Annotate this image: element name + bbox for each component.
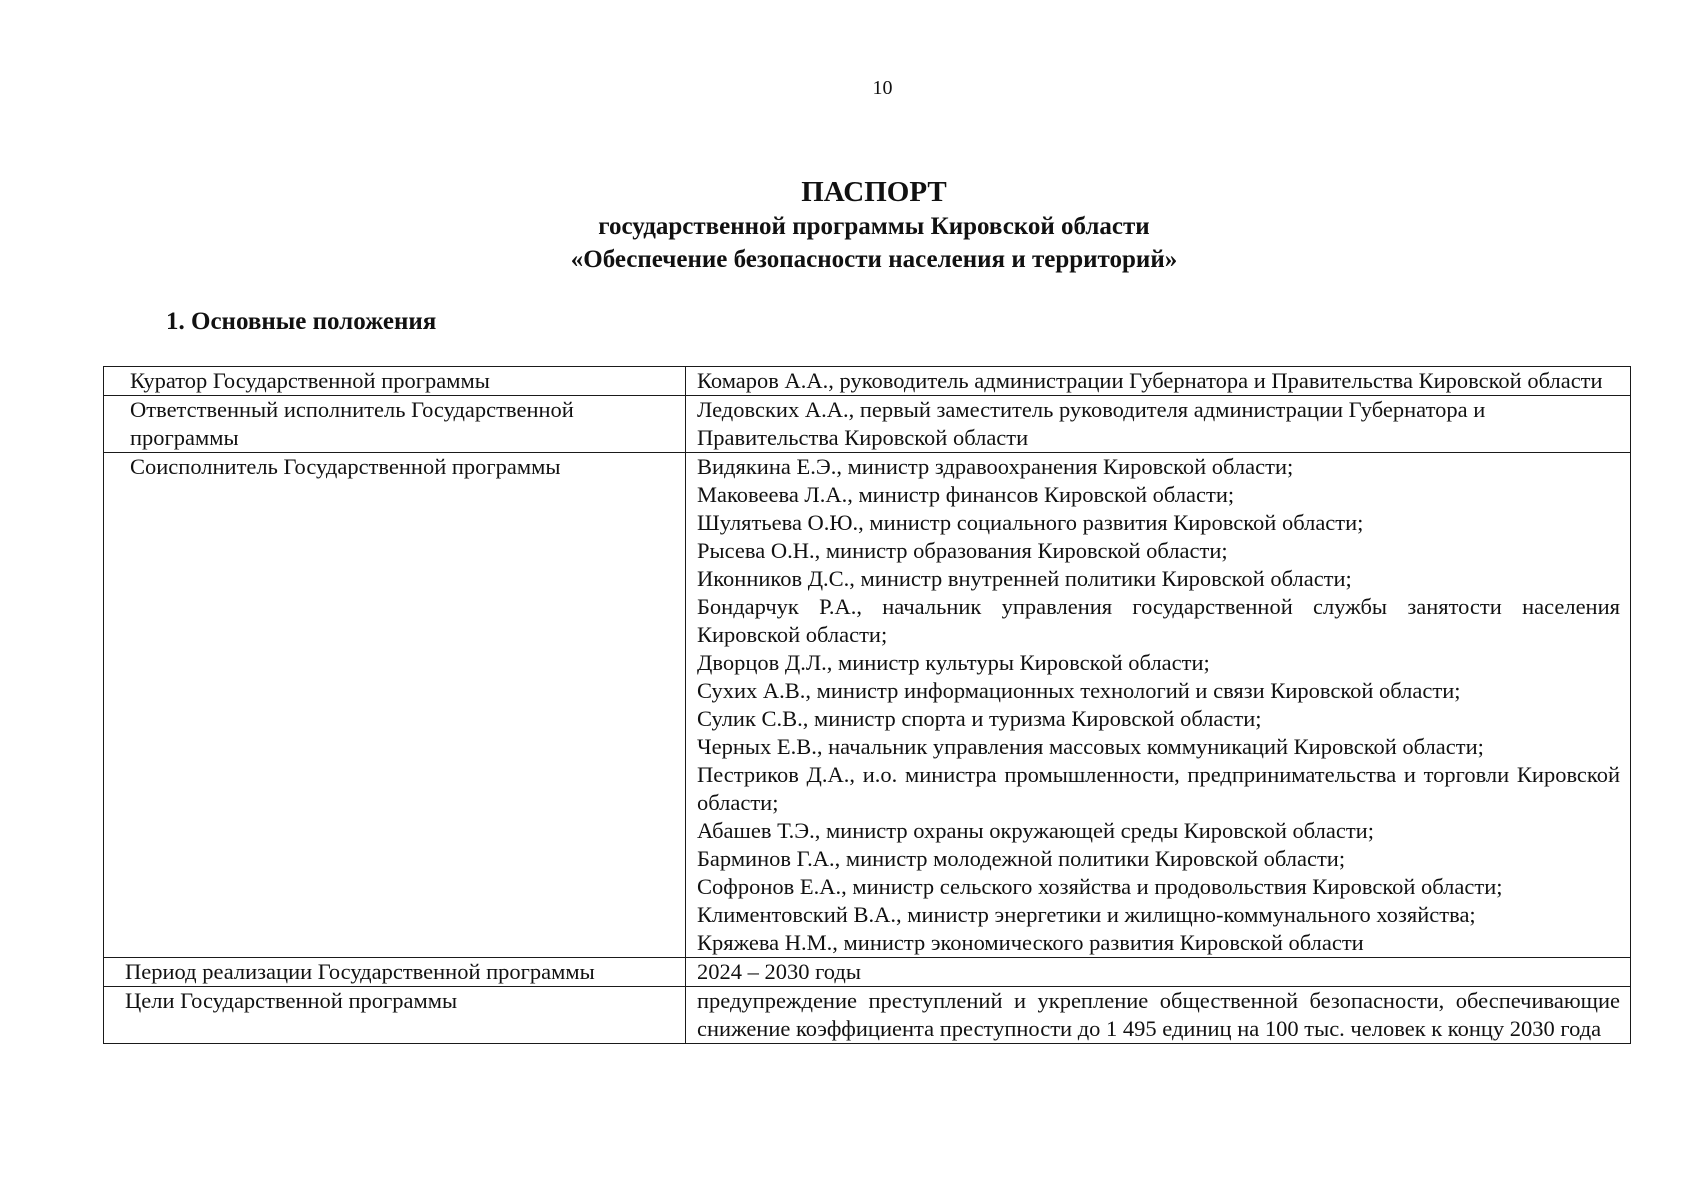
page-number: 10 — [872, 77, 893, 99]
section-heading: 1. Основные положения — [166, 308, 437, 335]
coexecutor-item: Абашев Т.Э., министр охраны окружающей среды Кировской области; — [697, 818, 1374, 843]
goals-value: предупреждение преступлений и укрепление общественной безопасности, обеспечивающие снижение коэффициента преступности до 1 495 единиц на 100 тыс. человек к концу 2030 года — [686, 987, 1631, 1044]
table-row-goals — [104, 987, 1631, 1044]
coexecutor-item: Климентовский В.А., министр энергетики и жилищно-коммунального хозяйства; — [697, 902, 1476, 927]
curator-label: Куратор Государственной программы — [104, 367, 686, 396]
document-title — [0, 174, 1703, 276]
coexecutor-item: Сулик С.В., министр спорта и туризма Кировской области; — [697, 706, 1262, 731]
coexecutor-item: Маковеева Л.А., министр финансов Кировской области; — [697, 482, 1235, 507]
passport-table — [103, 366, 1631, 1044]
curator-value: Комаров А.А., руководитель администрации Губернатора и Правительства Кировской области — [686, 367, 1631, 396]
coexecutor-item: Шулятьева О.Ю., министр социального развития Кировской области; — [697, 510, 1364, 535]
coexecutor-item: Софронов Е.А., министр сельского хозяйства и продовольствия Кировской области; — [697, 874, 1503, 899]
table-row-coexecutors — [104, 453, 1631, 958]
period-value: 2024 – 2030 годы — [686, 958, 1631, 987]
coexecutor-item: Рысева О.Н., министр образования Кировской области; — [697, 538, 1228, 563]
coexecutor-item: Видякина Е.Э., министр здравоохранения Кировской области; — [697, 454, 1294, 479]
coexecutor-item: Дворцов Д.Л., министр культуры Кировской области; — [697, 650, 1210, 675]
coexecutor-item: Иконников Д.С., министр внутренней политики Кировской области; — [697, 566, 1352, 591]
period-label: Период реализации Государственной программы — [104, 958, 686, 987]
coexecutors-label: Соисполнитель Государственной программы — [104, 453, 686, 958]
coexecutor-item: Бондарчук Р.А., начальник управления государственной службы занятости населения Кировской области; — [697, 594, 1620, 647]
coexecutor-item: Пестриков Д.А., и.о. министра промышленности, предпринимательства и торговли Кировской области; — [697, 762, 1620, 815]
title-main: ПАСПОРТ — [801, 176, 947, 208]
executor-value: Ледовских А.А., первый заместитель руководителя администрации Губернатора и Правительства Кировской области — [686, 396, 1631, 453]
table-row-executor — [104, 396, 1631, 453]
table-row-curator — [104, 367, 1631, 396]
title-program-type: государственной программы Кировской области — [598, 213, 1150, 240]
executor-label: Ответственный исполнитель Государственной программы — [104, 396, 686, 453]
title-program-name: «Обеспечение безопасности населения и территорий» — [570, 246, 1178, 273]
coexecutor-item: Сухих А.В., министр информационных технологий и связи Кировской области; — [697, 678, 1461, 703]
coexecutor-item: Кряжева Н.М., министр экономического развития Кировской области — [697, 930, 1364, 955]
coexecutor-item: Черных Е.В., начальник управления массовых коммуникаций Кировской области; — [697, 734, 1484, 759]
coexecutors-value — [686, 453, 1631, 958]
table-row-period — [104, 958, 1631, 987]
coexecutor-item: Барминов Г.А., министр молодежной политики Кировской области; — [697, 846, 1346, 871]
goals-label: Цели Государственной программы — [104, 987, 686, 1044]
